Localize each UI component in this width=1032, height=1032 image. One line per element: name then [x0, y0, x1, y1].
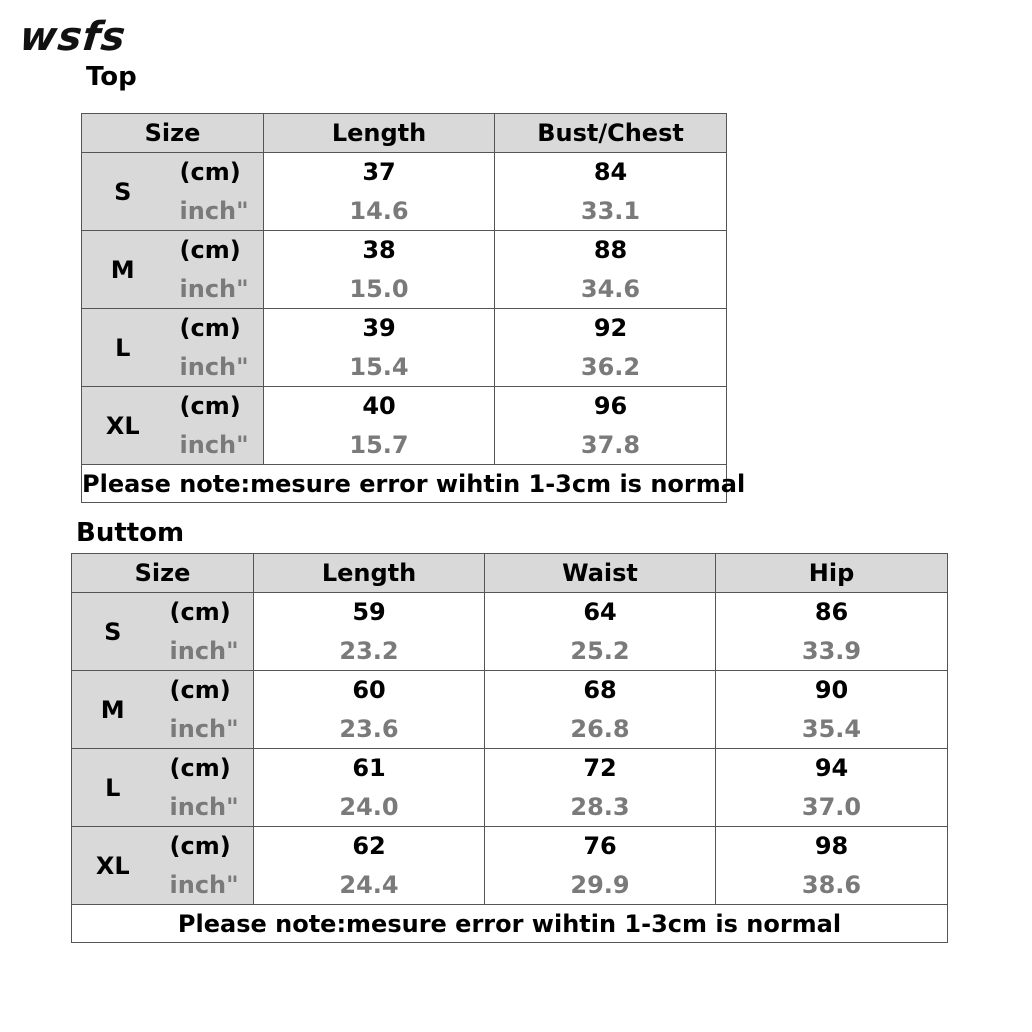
unit-cell — [154, 827, 254, 905]
size-label: L — [82, 309, 164, 387]
unit-cell — [164, 153, 264, 231]
unit-cell — [154, 671, 254, 749]
measurement-cell — [485, 827, 716, 905]
measurement-cell — [716, 749, 948, 827]
unit-inch-label: inch" — [179, 274, 249, 303]
header-waist: Waist — [485, 554, 716, 593]
inch-value: 24.4 — [339, 870, 399, 899]
unit-cm-label: (cm) — [179, 314, 241, 343]
cm-value: 60 — [352, 676, 386, 705]
table-row — [72, 749, 948, 827]
cm-value: 62 — [352, 832, 386, 861]
size-label: S — [82, 153, 164, 231]
cm-value: 88 — [593, 236, 628, 265]
size-label: XL — [82, 387, 164, 465]
cm-value: 86 — [814, 598, 849, 627]
inch-value: 36.2 — [580, 352, 641, 381]
top-section-title: Top — [86, 62, 137, 92]
cm-value: 96 — [593, 392, 628, 421]
inch-value: 35.4 — [801, 714, 862, 743]
header-size: Size — [72, 554, 254, 593]
inch-value: 15.4 — [349, 352, 409, 381]
size-label: XL — [72, 827, 154, 905]
measurement-cell — [254, 671, 485, 749]
measurement-cell — [495, 153, 727, 231]
table-row — [72, 671, 948, 749]
measurement-cell — [254, 593, 485, 671]
measurement-cell — [264, 309, 495, 387]
unit-inch-label: inch" — [179, 430, 249, 459]
size-label: M — [72, 671, 154, 749]
table-row — [82, 309, 727, 387]
measurement-cell — [716, 593, 948, 671]
inch-value: 26.8 — [570, 714, 630, 743]
cm-value: 39 — [362, 314, 396, 343]
cm-value: 92 — [593, 314, 628, 343]
cm-value: 72 — [583, 754, 617, 783]
measurement-cell — [716, 827, 948, 905]
table-row — [72, 593, 948, 671]
header-length: Length — [264, 114, 495, 153]
measurement-cell — [264, 231, 495, 309]
header-length: Length — [254, 554, 485, 593]
cm-value: 38 — [362, 236, 396, 265]
inch-value: 38.6 — [801, 870, 862, 899]
inch-value: 37.0 — [801, 792, 862, 821]
table-row — [82, 387, 727, 465]
cm-value: 64 — [583, 598, 617, 627]
unit-inch-label: inch" — [169, 870, 239, 899]
header-size: Size — [82, 114, 264, 153]
unit-cm-label: (cm) — [169, 754, 231, 783]
inch-value: 23.6 — [339, 714, 399, 743]
cm-value: 98 — [814, 832, 849, 861]
header-hip: Hip — [716, 554, 948, 593]
bottom-section-title: Buttom — [76, 518, 185, 548]
table-row — [82, 153, 727, 231]
inch-value: 24.0 — [339, 792, 399, 821]
cm-value: 76 — [583, 832, 617, 861]
measurement-cell — [495, 231, 727, 309]
unit-cell — [164, 231, 264, 309]
header-bust-chest: Bust/Chest — [495, 114, 727, 153]
inch-value: 29.9 — [570, 870, 630, 899]
unit-cm-label: (cm) — [169, 832, 231, 861]
unit-inch-label: inch" — [169, 792, 239, 821]
unit-inch-label: inch" — [179, 196, 249, 225]
note-row — [72, 905, 948, 943]
table-header-row — [72, 554, 948, 593]
inch-value: 25.2 — [570, 636, 630, 665]
measurement-cell — [485, 749, 716, 827]
measurement-cell — [495, 387, 727, 465]
inch-value: 37.8 — [580, 430, 641, 459]
cm-value: 59 — [352, 598, 386, 627]
size-label: S — [72, 593, 154, 671]
inch-value: 33.9 — [801, 636, 862, 665]
measurement-note: Please note:mesure error wihtin 1-3cm is normal — [82, 465, 727, 503]
inch-value: 34.6 — [580, 274, 641, 303]
unit-cm-label: (cm) — [169, 676, 231, 705]
inch-value: 23.2 — [339, 636, 399, 665]
size-label: L — [72, 749, 154, 827]
cm-value: 37 — [362, 158, 396, 187]
table-row — [72, 827, 948, 905]
cm-value: 61 — [352, 754, 386, 783]
unit-inch-label: inch" — [169, 714, 239, 743]
cm-value: 90 — [814, 676, 849, 705]
inch-value: 15.7 — [349, 430, 409, 459]
unit-cm-label: (cm) — [169, 598, 231, 627]
unit-cm-label: (cm) — [179, 236, 241, 265]
cm-value: 94 — [814, 754, 849, 783]
table-row — [82, 231, 727, 309]
brand-logo: wsfs — [17, 14, 129, 60]
measurement-cell — [485, 593, 716, 671]
note-row — [82, 465, 727, 503]
inch-value: 28.3 — [570, 792, 630, 821]
cm-value: 84 — [593, 158, 628, 187]
measurement-cell — [264, 153, 495, 231]
measurement-cell — [254, 827, 485, 905]
bottom-size-table — [71, 553, 948, 943]
unit-cell — [154, 593, 254, 671]
size-label: M — [82, 231, 164, 309]
unit-cell — [154, 749, 254, 827]
unit-inch-label: inch" — [169, 636, 239, 665]
unit-cell — [164, 387, 264, 465]
unit-cm-label: (cm) — [179, 392, 241, 421]
measurement-cell — [716, 671, 948, 749]
measurement-cell — [264, 387, 495, 465]
measurement-cell — [495, 309, 727, 387]
inch-value: 14.6 — [349, 196, 409, 225]
measurement-note: Please note:mesure error wihtin 1-3cm is normal — [72, 905, 948, 943]
cm-value: 40 — [362, 392, 396, 421]
table-header-row — [82, 114, 727, 153]
unit-cell — [164, 309, 264, 387]
cm-value: 68 — [583, 676, 617, 705]
unit-inch-label: inch" — [179, 352, 249, 381]
inch-value: 15.0 — [349, 274, 409, 303]
measurement-cell — [485, 671, 716, 749]
measurement-cell — [254, 749, 485, 827]
inch-value: 33.1 — [580, 196, 641, 225]
top-size-table — [81, 113, 746, 503]
unit-cm-label: (cm) — [179, 158, 241, 187]
